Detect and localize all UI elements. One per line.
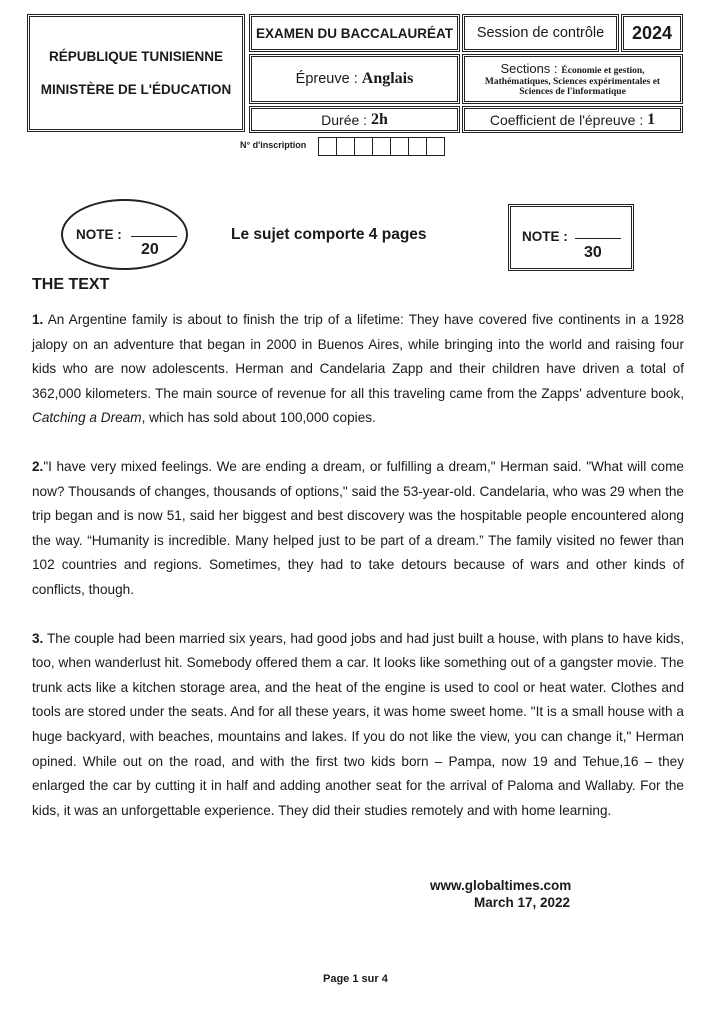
note-denominator: 30 bbox=[584, 244, 602, 261]
paragraph-text: An Argentine family is about to finish the trip of a lifetime: They have covered five continents in a 1928 jalopy on an adventure that began in 2000 in Buenos Aires, while bringing into the world and raising four kids who are now adolescents. Herman and Candelaria Zapp and their children have driven a total of 362,000 kilometers. The main source of revenue for all this traveling came from the Zapps' adventure book, bbox=[32, 312, 684, 401]
paragraph-1 bbox=[32, 308, 684, 431]
exam-title: EXAMEN DU BACCALAURÉAT bbox=[256, 25, 453, 41]
inscription-digit-box[interactable] bbox=[336, 137, 355, 156]
source-date: March 17, 2022 bbox=[474, 895, 571, 910]
sections-label: Sections : bbox=[500, 60, 558, 76]
header-institution-box bbox=[27, 14, 245, 132]
exam-year: 2024 bbox=[631, 22, 673, 43]
duree-cell bbox=[249, 106, 460, 133]
paragraph-number: 3. bbox=[32, 630, 44, 646]
inscription-digit-box[interactable] bbox=[372, 137, 391, 156]
note-20-oval[interactable] bbox=[61, 199, 188, 270]
coefficient-cell bbox=[462, 106, 683, 133]
source-citation bbox=[430, 877, 571, 911]
reading-text bbox=[32, 308, 684, 847]
note-label: NOTE : bbox=[76, 227, 122, 242]
note-fraction-line bbox=[575, 238, 621, 239]
paragraph-2 bbox=[32, 455, 684, 603]
paragraph-text: The couple had been married six years, had good jobs and had just built a house, with plans to have kids, too, when wanderlust hit. Somebody offered them a car. It looks like something out of a gangster movie. The trunk acts like a kitchen storage area, and the heat of the engine is used to cool or heat water. Clothes and tools are stored under the seats. And for all these years, it was home sweet home. "It is a small house with a huge backyard, with beaches, mountains and lakes. If you do not like the view, you can change it," Herman opined. While out on the road, and with the first two kids born – Pampa, now 19 and Tehue,16 – they enlarged the car by cutting it in half and adding another seat for the arrival of Paloma and Wallaby. For the kids, it was an unforgettable experience. They did their studies remotely and with home learning. bbox=[32, 630, 684, 818]
paragraph-number: 1. bbox=[32, 312, 44, 327]
epreuve-label: Épreuve : bbox=[295, 71, 358, 87]
page-number: Page 1 sur 4 bbox=[323, 973, 388, 985]
paragraph-number: 2. bbox=[32, 458, 44, 474]
inscription-number-boxes[interactable] bbox=[318, 137, 444, 156]
epreuve-cell bbox=[249, 54, 460, 104]
inscription-digit-box[interactable] bbox=[354, 137, 373, 156]
coefficient-value: 1 bbox=[647, 110, 656, 128]
note-fraction-line bbox=[131, 236, 177, 237]
inscription-digit-box[interactable] bbox=[318, 137, 337, 156]
session-cell bbox=[462, 14, 619, 52]
paragraph-text: "I have very mixed feelings. We are ending a dream, or fulfilling a dream," Herman said. "What will come now? Thousands of changes, thousands of options," said the 53-year-old. Candelaria, who was 29 when the trip began and is now 51, said her biggest and best discovery was the hospitable people encountered along the way. “Humanity is incredible. Many helped just to be part of a dream.” The family visited no fewer than 102 countries and regions. Sometimes, they had to take detours because of wars and other kinds of conflicts, though. bbox=[32, 458, 684, 597]
ministry-name: MINISTÈRE DE L'ÉDUCATION bbox=[40, 82, 232, 97]
sections-line-1: Économie et gestion, bbox=[561, 65, 645, 76]
country-name: RÉPUBLIQUE TUNISIENNE bbox=[48, 49, 224, 64]
sections-cell bbox=[462, 54, 683, 104]
note-denominator: 20 bbox=[141, 241, 159, 258]
note-label: NOTE : bbox=[522, 229, 568, 244]
paragraph-3 bbox=[32, 627, 684, 824]
year-cell bbox=[621, 14, 683, 52]
inscription-digit-box[interactable] bbox=[390, 137, 409, 156]
section-title: THE TEXT bbox=[32, 276, 110, 293]
inscription-digit-box[interactable] bbox=[426, 137, 445, 156]
session-label: Session de contrôle bbox=[476, 25, 605, 41]
exam-title-cell bbox=[249, 14, 460, 52]
epreuve-value: Anglais bbox=[361, 70, 414, 87]
paragraph-text: , which has sold about 100,000 copies. bbox=[141, 410, 376, 426]
duree-label: Durée : bbox=[321, 111, 368, 128]
sections-line-2: Mathématiques, Sciences expérimentales et bbox=[484, 76, 661, 87]
book-title: Catching a Dream bbox=[32, 410, 142, 426]
sections-line-3: Sciences de l'informatique bbox=[519, 87, 626, 98]
pages-count-note: Le sujet comporte 4 pages bbox=[231, 226, 427, 243]
note-30-box[interactable] bbox=[508, 204, 634, 271]
coefficient-label: Coefficient de l'épreuve : bbox=[489, 111, 644, 128]
source-site: www.globaltimes.com bbox=[430, 878, 572, 893]
duree-value: 2h bbox=[370, 110, 388, 128]
inscription-label: N° d'inscription bbox=[240, 140, 307, 150]
inscription-digit-box[interactable] bbox=[408, 137, 427, 156]
